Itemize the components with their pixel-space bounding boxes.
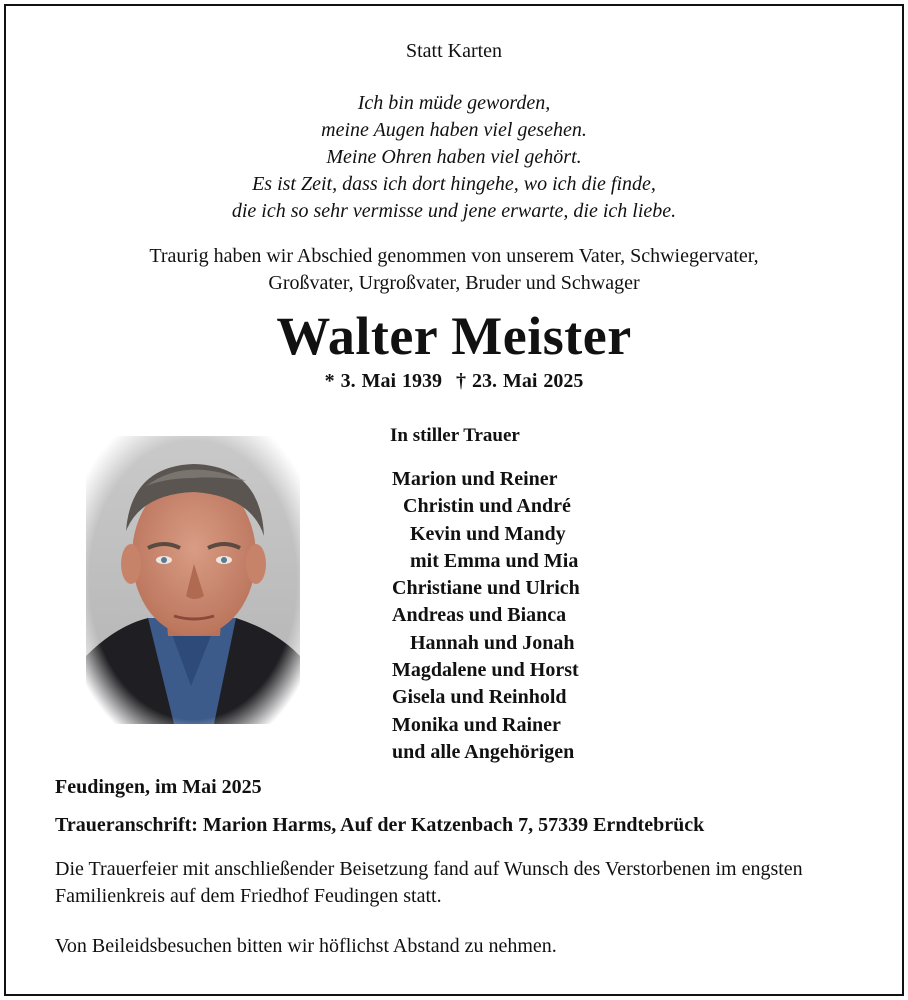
header-text: Statt Karten	[405, 40, 503, 62]
family-member: Christin und André	[403, 495, 571, 518]
poem-line: Ich bin müde geworden,	[357, 92, 551, 114]
family-member: mit Emma und Mia	[410, 549, 579, 572]
poem-line: die ich so sehr vermisse und jene erwarte, die ich liebe.	[231, 200, 677, 222]
intro-text	[0, 243, 908, 297]
family-member: Kevin und Mandy	[410, 522, 566, 545]
portrait-photo	[78, 430, 308, 730]
mourning-address: Traueranschrift: Marion Harms, Auf der Katzenbach 7, 57339 Erndtebrück	[55, 814, 705, 836]
portrait-image	[86, 436, 300, 724]
ceremony-text: Die Trauerfeier mit anschließender Beisetzung fand auf Wunsch des Verstorbenen im engsten Familienkreis auf dem Friedhof Feudingen statt.	[55, 858, 803, 907]
place-date: Feudingen, im Mai 2025	[55, 776, 262, 798]
family-member: Monika und Rainer	[392, 713, 561, 736]
poem	[0, 90, 908, 225]
condolences-text: Von Beileidsbesuchen bitten wir höflichst Abstand zu nehmen.	[55, 935, 557, 957]
poem-line: Meine Ohren haben viel gehört.	[326, 146, 582, 168]
family-member: Marion und Reiner	[392, 468, 558, 490]
mourning-title: In stiller Trauer	[390, 425, 520, 446]
poem-line: meine Augen haben viel gesehen.	[321, 119, 587, 141]
family-member: Andreas und Bianca	[392, 604, 567, 627]
family-member: und alle Angehörigen	[392, 740, 575, 763]
family-member: Gisela und Reinhold	[392, 686, 567, 709]
family-member: Magdalene und Horst	[392, 659, 579, 682]
family-member: Christiane und Ulrich	[392, 577, 580, 600]
death-date: † 23. Mai 2025	[456, 370, 584, 392]
life-dates	[0, 370, 908, 393]
deceased-name: Walter Meister	[276, 306, 632, 366]
intro-line: Großvater, Urgroßvater, Bruder und Schwager	[268, 272, 640, 294]
family-list	[392, 466, 580, 766]
birth-date: * 3. Mai 1939	[324, 370, 442, 392]
poem-line: Es ist Zeit, dass ich dort hingehe, wo ich die finde,	[252, 173, 656, 195]
intro-line: Traurig haben wir Abschied genommen von unserem Vater, Schwiegervater,	[149, 245, 759, 267]
family-member: Hannah und Jonah	[410, 631, 575, 654]
